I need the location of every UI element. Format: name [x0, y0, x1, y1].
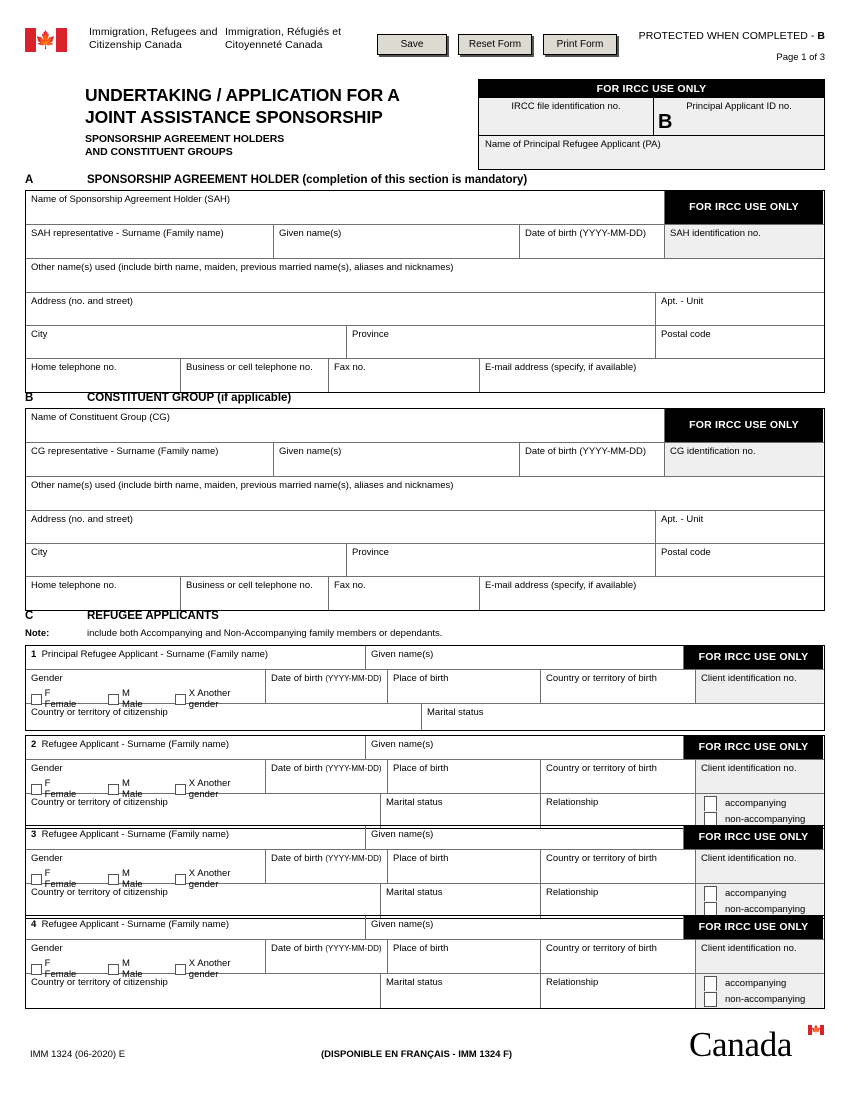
dob-format: (YYYY-MM-DD)	[325, 674, 382, 683]
citizenship-label: Country or territory of citizenship	[31, 977, 168, 988]
section-a-title: SPONSORSHIP AGREEMENT HOLDER (completion of this section is mandatory)	[87, 174, 528, 186]
applicant-4-surname-field[interactable]	[26, 916, 366, 939]
applicant-1-country-of-birth-field[interactable]	[541, 670, 696, 703]
applicant-3-gender-field[interactable]	[26, 850, 266, 890]
given-names-label: Given name(s)	[371, 919, 434, 930]
checkbox-icon[interactable]	[108, 784, 119, 795]
checkbox-icon[interactable]	[175, 964, 186, 975]
section-b-letter: B	[25, 392, 34, 404]
cg-city-label: City	[31, 547, 48, 558]
sah-postal-code-label: Postal code	[661, 329, 711, 340]
checkbox-icon[interactable]	[31, 964, 42, 975]
country-of-birth-label: Country or territory of birth	[546, 763, 657, 774]
checkbox-icon[interactable]	[175, 874, 186, 885]
section-b-ircc-heading: FOR IRCC USE ONLY	[665, 409, 823, 442]
country-of-birth-label: Country or territory of birth	[546, 853, 657, 864]
reset-form-button[interactable]: Reset Form	[458, 34, 532, 55]
sah-name-field[interactable]	[26, 191, 665, 224]
sah-home-phone-label: Home telephone no.	[31, 362, 117, 373]
citizenship-label: Country or territory of citizenship	[31, 707, 168, 718]
country-of-birth-label: Country or territory of birth	[546, 943, 657, 954]
section-c-note-label: Note:	[25, 628, 50, 639]
applicant-1-client-id-field[interactable]	[696, 670, 823, 703]
applicant-3-client-id-field[interactable]	[696, 850, 823, 883]
dob-format: (YYYY-MM-DD)	[325, 764, 382, 773]
cg-rep-surname-field[interactable]	[26, 443, 274, 476]
given-names-label: Given name(s)	[371, 829, 434, 840]
applicant-2-relationship-field[interactable]	[541, 794, 696, 828]
cg-rep-dob-label: Date of birth (YYYY-MM-DD)	[525, 446, 647, 457]
applicant-4-country-of-birth-field[interactable]	[541, 940, 696, 973]
principal-applicant-id-label: Principal Applicant ID no.	[686, 101, 792, 112]
applicant-4-ircc-heading: FOR IRCC USE ONLY	[684, 916, 823, 939]
cg-other-names-field[interactable]	[26, 477, 823, 510]
principal-applicant-id-field[interactable]	[654, 98, 824, 135]
applicant-2-ircc-heading: FOR IRCC USE ONLY	[684, 736, 823, 759]
section-c-note-text: include both Accompanying and Non-Accompanying family members or dependants.	[87, 628, 443, 639]
applicant-number: 3	[31, 829, 37, 840]
place-of-birth-label: Place of birth	[393, 673, 449, 684]
cg-postal-code-label: Postal code	[661, 547, 711, 558]
sah-name-label: Name of Sponsorship Agreement Holder (SAH)	[31, 194, 231, 205]
cg-other-names-label: Other name(s) used (include birth name, maiden, previous married name(s), aliases and nicknames)	[31, 480, 454, 491]
department-name-en: Immigration, Refugees and Citizenship Canada	[89, 26, 218, 51]
ircc-box-heading: FOR IRCC USE ONLY	[479, 80, 824, 97]
sah-email-field[interactable]	[480, 359, 823, 392]
gender-label: Gender	[31, 943, 63, 954]
non-accompanying-label: non-accompanying	[725, 903, 806, 915]
applicant-2-dob-field[interactable]	[266, 760, 388, 793]
applicant-number: 4	[31, 919, 37, 930]
applicant-3-citizenship-field[interactable]	[26, 884, 381, 918]
country-of-birth-label: Country or territory of birth	[546, 673, 657, 684]
relationship-label: Relationship	[546, 797, 599, 808]
sah-rep-dob-field[interactable]	[520, 225, 665, 258]
subtitle-line-2: AND CONSTITUENT GROUPS	[85, 146, 233, 158]
section-a-ircc-heading: FOR IRCC USE ONLY	[665, 191, 823, 224]
cg-address-label: Address (no. and street)	[31, 514, 133, 525]
protected-level: B	[817, 30, 825, 42]
gender-female-label: F Female	[44, 958, 77, 980]
place-of-birth-label: Place of birth	[393, 943, 449, 954]
gender-another-label: X Another gender	[188, 868, 231, 890]
dob-label: Date of birth	[271, 853, 326, 864]
cg-identification-no-label: CG identification no.	[670, 446, 756, 457]
gender-male-label: M Male	[122, 958, 143, 980]
gender-female-label: F Female	[44, 868, 77, 890]
cg-apt-unit-field[interactable]	[656, 511, 823, 543]
cg-city-field[interactable]	[26, 544, 347, 576]
cg-business-phone-label: Business or cell telephone no.	[186, 580, 313, 591]
dob-label: Date of birth	[271, 943, 326, 954]
cg-rep-given-names-label: Given name(s)	[279, 446, 342, 457]
canada-flag-icon: 🍁	[808, 1025, 824, 1035]
applicant-2-country-of-birth-field[interactable]	[541, 760, 696, 793]
applicant-3-surname-field[interactable]	[26, 826, 366, 849]
marital-status-label: Marital status	[386, 797, 443, 808]
cg-address-field[interactable]	[26, 511, 656, 543]
sah-identification-no-field[interactable]	[665, 225, 823, 258]
non-accompanying-label: non-accompanying	[725, 813, 806, 825]
sah-home-phone-field[interactable]	[26, 359, 181, 392]
checkbox-icon[interactable]	[175, 784, 186, 795]
applicant-3-dob-field[interactable]	[266, 850, 388, 883]
place-of-birth-label: Place of birth	[393, 763, 449, 774]
applicant-surname-label: Principal Refugee Applicant - Surname (Family name)	[41, 649, 269, 660]
sah-apt-unit-label: Apt. - Unit	[661, 296, 704, 307]
marital-status-label: Marital status	[386, 887, 443, 898]
applicant-4-client-id-field[interactable]	[696, 940, 823, 973]
cg-province-field[interactable]	[347, 544, 656, 576]
checkbox-icon[interactable]	[704, 992, 717, 1007]
cg-name-field[interactable]	[26, 409, 665, 442]
non-accompanying-option[interactable]	[704, 991, 823, 1007]
page-footer	[25, 1025, 825, 1083]
applicant-3-given-names-field[interactable]	[366, 826, 684, 849]
applicant-1-ircc-heading: FOR IRCC USE ONLY	[684, 646, 823, 669]
sah-rep-surname-label: SAH representative - Surname (Family name)	[31, 228, 224, 239]
applicant-2-citizenship-field[interactable]	[26, 794, 381, 828]
applicant-number: 2	[31, 739, 37, 750]
applicant-3-ircc-heading: FOR IRCC USE ONLY	[684, 826, 823, 849]
title-line-2: JOINT ASSISTANCE SPONSORSHIP	[85, 107, 383, 127]
applicant-2-client-id-field[interactable]	[696, 760, 823, 793]
gender-female-label: F Female	[44, 778, 77, 800]
checkbox-icon[interactable]	[704, 796, 717, 811]
citizenship-label: Country or territory of citizenship	[31, 887, 168, 898]
checkbox-icon[interactable]	[704, 886, 717, 901]
gender-female-label: F Female	[44, 688, 77, 710]
gender-male-label: M Male	[122, 868, 143, 890]
applicant-2-marital-status-field[interactable]	[381, 794, 541, 828]
subtitle-line-1: SPONSORSHIP AGREEMENT HOLDERS	[85, 133, 285, 145]
applicant-1-place-of-birth-field[interactable]	[388, 670, 541, 703]
applicant-3-country-of-birth-field[interactable]	[541, 850, 696, 883]
applicant-1-table	[25, 645, 825, 731]
client-id-label: Client identification no.	[701, 673, 797, 684]
section-b-heading	[25, 392, 825, 404]
checkbox-icon[interactable]	[108, 964, 119, 975]
section-c-note	[25, 628, 442, 639]
given-names-label: Given name(s)	[371, 649, 434, 660]
dob-label: Date of birth	[271, 673, 326, 684]
applicant-4-given-names-field[interactable]	[366, 916, 684, 939]
section-a-letter: A	[25, 174, 34, 186]
applicant-1-citizenship-field[interactable]	[26, 704, 422, 730]
gender-another-label: X Another gender	[188, 778, 231, 800]
applicant-number: 1	[31, 649, 37, 660]
client-id-label: Client identification no.	[701, 763, 797, 774]
sah-city-label: City	[31, 329, 48, 340]
applicant-4-citizenship-field[interactable]	[26, 974, 381, 1008]
relationship-label: Relationship	[546, 887, 599, 898]
applicant-2-gender-field[interactable]	[26, 760, 266, 800]
checkbox-icon[interactable]	[31, 784, 42, 795]
non-accompanying-label: non-accompanying	[725, 993, 806, 1005]
cg-rep-dob-field[interactable]	[520, 443, 665, 476]
checkbox-icon[interactable]	[31, 874, 42, 885]
cg-province-label: Province	[352, 547, 389, 558]
sah-other-names-label: Other name(s) used (include birth name, maiden, previous married name(s), aliases and nicknames)	[31, 262, 454, 273]
applicant-surname-label: Refugee Applicant - Surname (Family name)	[41, 829, 230, 840]
applicant-2-surname-field[interactable]	[26, 736, 366, 759]
ircc-use-only-box	[478, 79, 825, 170]
applicant-4-dob-field[interactable]	[266, 940, 388, 973]
applicant-2-place-of-birth-field[interactable]	[388, 760, 541, 793]
cg-email-label: E-mail address (specify, if available)	[485, 580, 637, 591]
section-c-title: REFUGEE APPLICANTS	[87, 610, 219, 622]
sah-business-phone-label: Business or cell telephone no.	[186, 362, 313, 373]
applicant-2-accompanying-field[interactable]	[696, 794, 823, 828]
applicant-2-given-names-field[interactable]	[366, 736, 684, 759]
applicant-surname-label: Refugee Applicant - Surname (Family name)	[41, 739, 230, 750]
section-c-heading	[25, 610, 825, 622]
dob-format: (YYYY-MM-DD)	[325, 854, 382, 863]
applicant-2-table	[25, 735, 825, 829]
sah-province-label: Province	[352, 329, 389, 340]
checkbox-icon[interactable]	[704, 976, 717, 991]
applicant-4-gender-field[interactable]	[26, 940, 266, 980]
applicant-4-accompanying-field[interactable]	[696, 974, 823, 1008]
section-b-marker: B	[658, 111, 673, 133]
sah-apt-unit-field[interactable]	[656, 293, 823, 325]
sah-province-field[interactable]	[347, 326, 656, 358]
accompanying-label: accompanying	[725, 887, 787, 899]
cg-rep-surname-label: CG representative - Surname (Family name)	[31, 446, 219, 457]
client-id-label: Client identification no.	[701, 853, 797, 864]
cg-rep-given-names-field[interactable]	[274, 443, 520, 476]
form-code: IMM 1324 (06-2020) E	[30, 1049, 126, 1060]
sah-address-field[interactable]	[26, 293, 656, 325]
given-names-label: Given name(s)	[371, 739, 434, 750]
applicant-1-dob-field[interactable]	[266, 670, 388, 703]
applicant-3-place-of-birth-field[interactable]	[388, 850, 541, 883]
applicant-4-marital-status-field[interactable]	[381, 974, 541, 1008]
cg-fax-field[interactable]	[329, 577, 480, 610]
checkbox-icon[interactable]	[31, 694, 42, 705]
cg-identification-no-field[interactable]	[665, 443, 823, 476]
gender-male-label: M Male	[122, 688, 143, 710]
accompanying-label: accompanying	[725, 977, 787, 989]
sah-rep-given-names-label: Given name(s)	[279, 228, 342, 239]
cg-name-label: Name of Constituent Group (CG)	[31, 412, 170, 423]
section-a-heading	[25, 174, 825, 186]
dob-format: (YYYY-MM-DD)	[325, 944, 382, 953]
canada-flag-icon: 🍁	[25, 28, 67, 52]
dob-label: Date of birth	[271, 763, 326, 774]
applicant-3-table	[25, 825, 825, 919]
accompanying-label: accompanying	[725, 797, 787, 809]
page-header	[25, 26, 825, 70]
applicant-4-place-of-birth-field[interactable]	[388, 940, 541, 973]
sah-fax-label: Fax no.	[334, 362, 366, 373]
canada-wordmark	[689, 1025, 825, 1069]
applicant-1-given-names-field[interactable]	[366, 646, 684, 669]
page-indicator: Page 1 of 3	[776, 52, 825, 63]
relationship-label: Relationship	[546, 977, 599, 988]
place-of-birth-label: Place of birth	[393, 853, 449, 864]
gender-another-label: X Another gender	[188, 688, 231, 710]
save-button[interactable]: Save	[377, 34, 447, 55]
cg-email-field[interactable]	[480, 577, 823, 610]
checkbox-icon[interactable]	[175, 694, 186, 705]
applicant-4-relationship-field[interactable]	[541, 974, 696, 1008]
sah-postal-code-field[interactable]	[656, 326, 823, 358]
applicant-1-surname-field[interactable]	[26, 646, 366, 669]
accompanying-option[interactable]	[704, 975, 823, 991]
ircc-file-id-label: IRCC file identification no.	[511, 101, 621, 112]
cg-apt-unit-label: Apt. - Unit	[661, 514, 704, 525]
sah-city-field[interactable]	[26, 326, 347, 358]
sah-other-names-field[interactable]	[26, 259, 823, 292]
applicant-3-marital-status-field[interactable]	[381, 884, 541, 918]
print-form-button[interactable]: Print Form	[543, 34, 617, 55]
applicant-1-gender-field[interactable]	[26, 670, 266, 710]
gender-label: Gender	[31, 853, 63, 864]
sah-rep-surname-field[interactable]	[26, 225, 274, 258]
checkbox-icon[interactable]	[108, 694, 119, 705]
section-c-letter: C	[25, 610, 34, 622]
sah-fax-field[interactable]	[329, 359, 480, 392]
cg-fax-label: Fax no.	[334, 580, 366, 591]
accompanying-option[interactable]	[704, 885, 823, 901]
applicant-surname-label: Refugee Applicant - Surname (Family name)	[41, 919, 230, 930]
ircc-file-id-field[interactable]	[479, 98, 654, 135]
sah-address-label: Address (no. and street)	[31, 296, 133, 307]
accompanying-option[interactable]	[704, 795, 823, 811]
sah-rep-given-names-field[interactable]	[274, 225, 520, 258]
applicant-3-relationship-field[interactable]	[541, 884, 696, 918]
form-toolbar	[377, 34, 617, 55]
sah-business-phone-field[interactable]	[181, 359, 329, 392]
section-a-table	[25, 190, 825, 393]
applicant-3-accompanying-field[interactable]	[696, 884, 823, 918]
protected-classification	[639, 30, 825, 42]
gender-label: Gender	[31, 673, 63, 684]
page-title	[85, 84, 475, 159]
gender-male-label: M Male	[122, 778, 143, 800]
gender-another-label: X Another gender	[188, 958, 231, 980]
cg-business-phone-field[interactable]	[181, 577, 329, 610]
applicant-1-marital-status-field[interactable]	[422, 704, 823, 730]
sah-email-label: E-mail address (specify, if available)	[485, 362, 637, 373]
cg-home-phone-label: Home telephone no.	[31, 580, 117, 591]
sah-identification-no-label: SAH identification no.	[670, 228, 761, 239]
department-name-fr: Immigration, Réfugiés et Citoyenneté Canada	[225, 26, 342, 51]
section-b-table	[25, 408, 825, 611]
marital-status-label: Marital status	[386, 977, 443, 988]
pa-name-field[interactable]	[479, 135, 824, 169]
french-version-note: (DISPONIBLE EN FRANÇAIS - IMM 1324 F)	[321, 1049, 513, 1060]
client-id-label: Client identification no.	[701, 943, 797, 954]
gender-label: Gender	[31, 763, 63, 774]
citizenship-label: Country or territory of citizenship	[31, 797, 168, 808]
section-b-title: CONSTITUENT GROUP (if applicable)	[87, 392, 292, 404]
protected-text: PROTECTED WHEN COMPLETED -	[638, 30, 818, 42]
cg-postal-code-field[interactable]	[656, 544, 823, 576]
applicant-4-table	[25, 915, 825, 1009]
pa-name-label: Name of Principal Refugee Applicant (PA)	[485, 139, 661, 150]
sah-rep-dob-label: Date of birth (YYYY-MM-DD)	[525, 228, 647, 239]
checkbox-icon[interactable]	[108, 874, 119, 885]
cg-home-phone-field[interactable]	[26, 577, 181, 610]
marital-status-label: Marital status	[427, 707, 484, 718]
canada-wordmark-text: Canada	[689, 1025, 793, 1064]
title-line-1: UNDERTAKING / APPLICATION FOR A	[85, 85, 400, 105]
